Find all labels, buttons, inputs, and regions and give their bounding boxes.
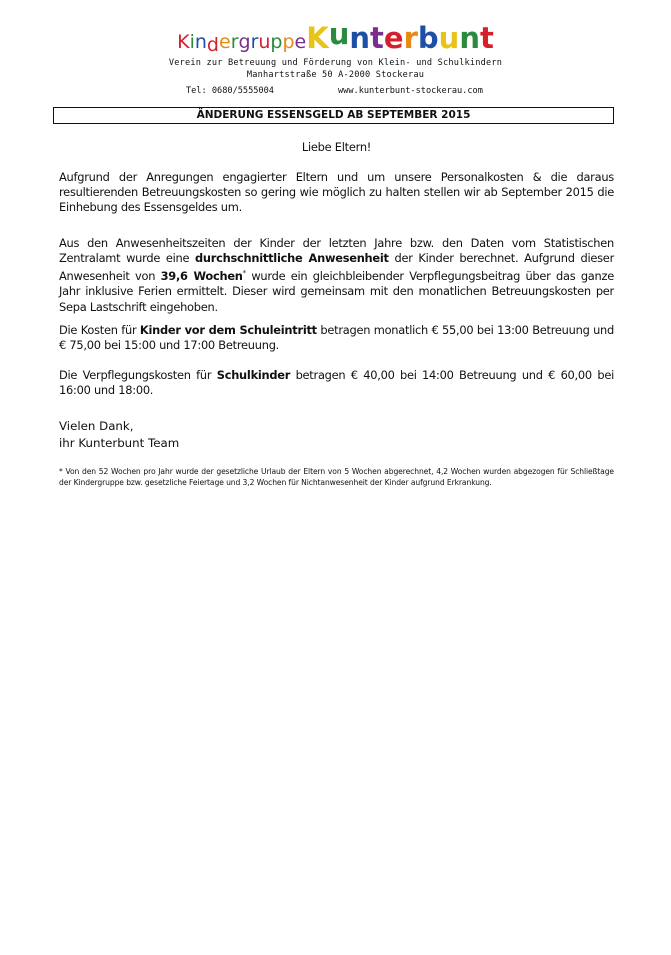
school-text-a: Die Verpflegungskosten für <box>59 368 217 382</box>
logo-letter: b <box>417 21 439 55</box>
logo-letter: u <box>258 31 271 53</box>
headline: ÄNDERUNG ESSENSGELD AB SEPTEMBER 2015 <box>196 109 471 121</box>
logo-letter: e <box>383 21 404 55</box>
logo-letter: K <box>306 21 329 55</box>
logo <box>0 17 671 56</box>
phone-number: Tel: 0680/5555004 <box>186 86 274 96</box>
school-text-c: betragen € 40,00 bei 14:00 Betreuung und € 60,00 bei 16:00 und 18:00. <box>59 368 614 398</box>
website-link[interactable]: www.kunterbunt-stockerau.com <box>338 86 483 96</box>
closing <box>59 418 179 452</box>
logo-letter: u <box>328 17 350 51</box>
logo-letter: n <box>194 31 207 53</box>
footnote: * Von den 52 Wochen pro Jahr wurde der gesetzliche Urlaub der Eltern von 5 Wochen abgerechnet, 4,2 Wochen wurden abgezogen für Schließtage der Kindergruppe bzw. gesetzliche Feiertage und 3,2 Wochen für Nichtanwesenheit der Kinder aufgrund Erkrankung. <box>59 467 614 488</box>
attendance-text-a: Aus den Anwesenheitszeiten der Kinder der letzten Jahre bzw. den Daten vom Statistischen Zentralamt wurde eine <box>59 236 614 266</box>
logo-letter: r <box>230 31 239 53</box>
preschool-text-c: betragen monatlich € 55,00 bei 13:00 Betreuung und € 75,00 bei 15:00 und 17:00 Betreuung. <box>59 323 614 353</box>
attendance-text-c: der Kinder berechnet. Aufgrund dieser Anwesenheit von <box>59 251 614 284</box>
tagline-address: Manhartstraße 50 A-2000 Stockerau <box>246 70 425 80</box>
logo-letter: r <box>403 21 418 55</box>
logo-letter: g <box>238 31 251 53</box>
preschool-bold: Kinder vor dem Schuleintritt <box>139 323 317 337</box>
headline-box <box>53 107 614 124</box>
closing-thanks: Vielen Dank, <box>59 419 134 433</box>
logo-letter: r <box>250 31 259 53</box>
paragraph-schoolchildren-costs <box>59 368 614 398</box>
attendance-text-e: wurde ein gleichbleibender Verpflegungsbeitrag über das ganze Jahr inklusive Ferien ermittelt. Dieser wird gemeinsam mit den monatlichen Betreuungskosten per Sepa Lastschrift eingehoben. <box>59 269 614 314</box>
logo-letter: t <box>479 21 494 55</box>
logo-letter: d <box>206 34 219 56</box>
paragraph-intro-text: Aufgrund der Anregungen engagierter Eltern und um unsere Personalkosten & die daraus resultierenden Betreuungskosten so gering wie möglich zu halten stellen wir ab September 2015 die Einhebung des Essensgeldes um. <box>59 170 614 215</box>
logo-letter: t <box>370 21 384 55</box>
attendance-bold-average: durchschnittliche Anwesenheit <box>195 251 389 266</box>
preschool-text-a: Die Kosten für <box>59 323 140 337</box>
footnote-marker: * <box>242 269 246 278</box>
logo-letter: e <box>294 31 307 53</box>
tagline-association: Verein zur Betreuung und Förderung von Klein- und Schulkindern <box>168 58 503 68</box>
paragraph-preschool-costs <box>59 323 614 353</box>
school-bold: Schulkinder <box>216 368 291 382</box>
logo-letter: n <box>349 21 371 55</box>
paragraph-attendance <box>59 236 614 315</box>
logo-letter: p <box>270 31 283 53</box>
attendance-bold-weeks: 39,6 Wochen <box>160 269 243 284</box>
closing-signature: ihr Kunterbunt Team <box>59 436 180 450</box>
logo-letter: e <box>218 31 231 53</box>
logo-letter: n <box>459 21 480 55</box>
logo-letter: p <box>282 31 295 53</box>
logo-letter: K <box>177 31 190 53</box>
logo-letter: i <box>189 31 195 53</box>
paragraph-intro <box>59 170 614 216</box>
logo-letter: u <box>438 21 460 55</box>
greeting: Liebe Eltern! <box>301 140 372 154</box>
